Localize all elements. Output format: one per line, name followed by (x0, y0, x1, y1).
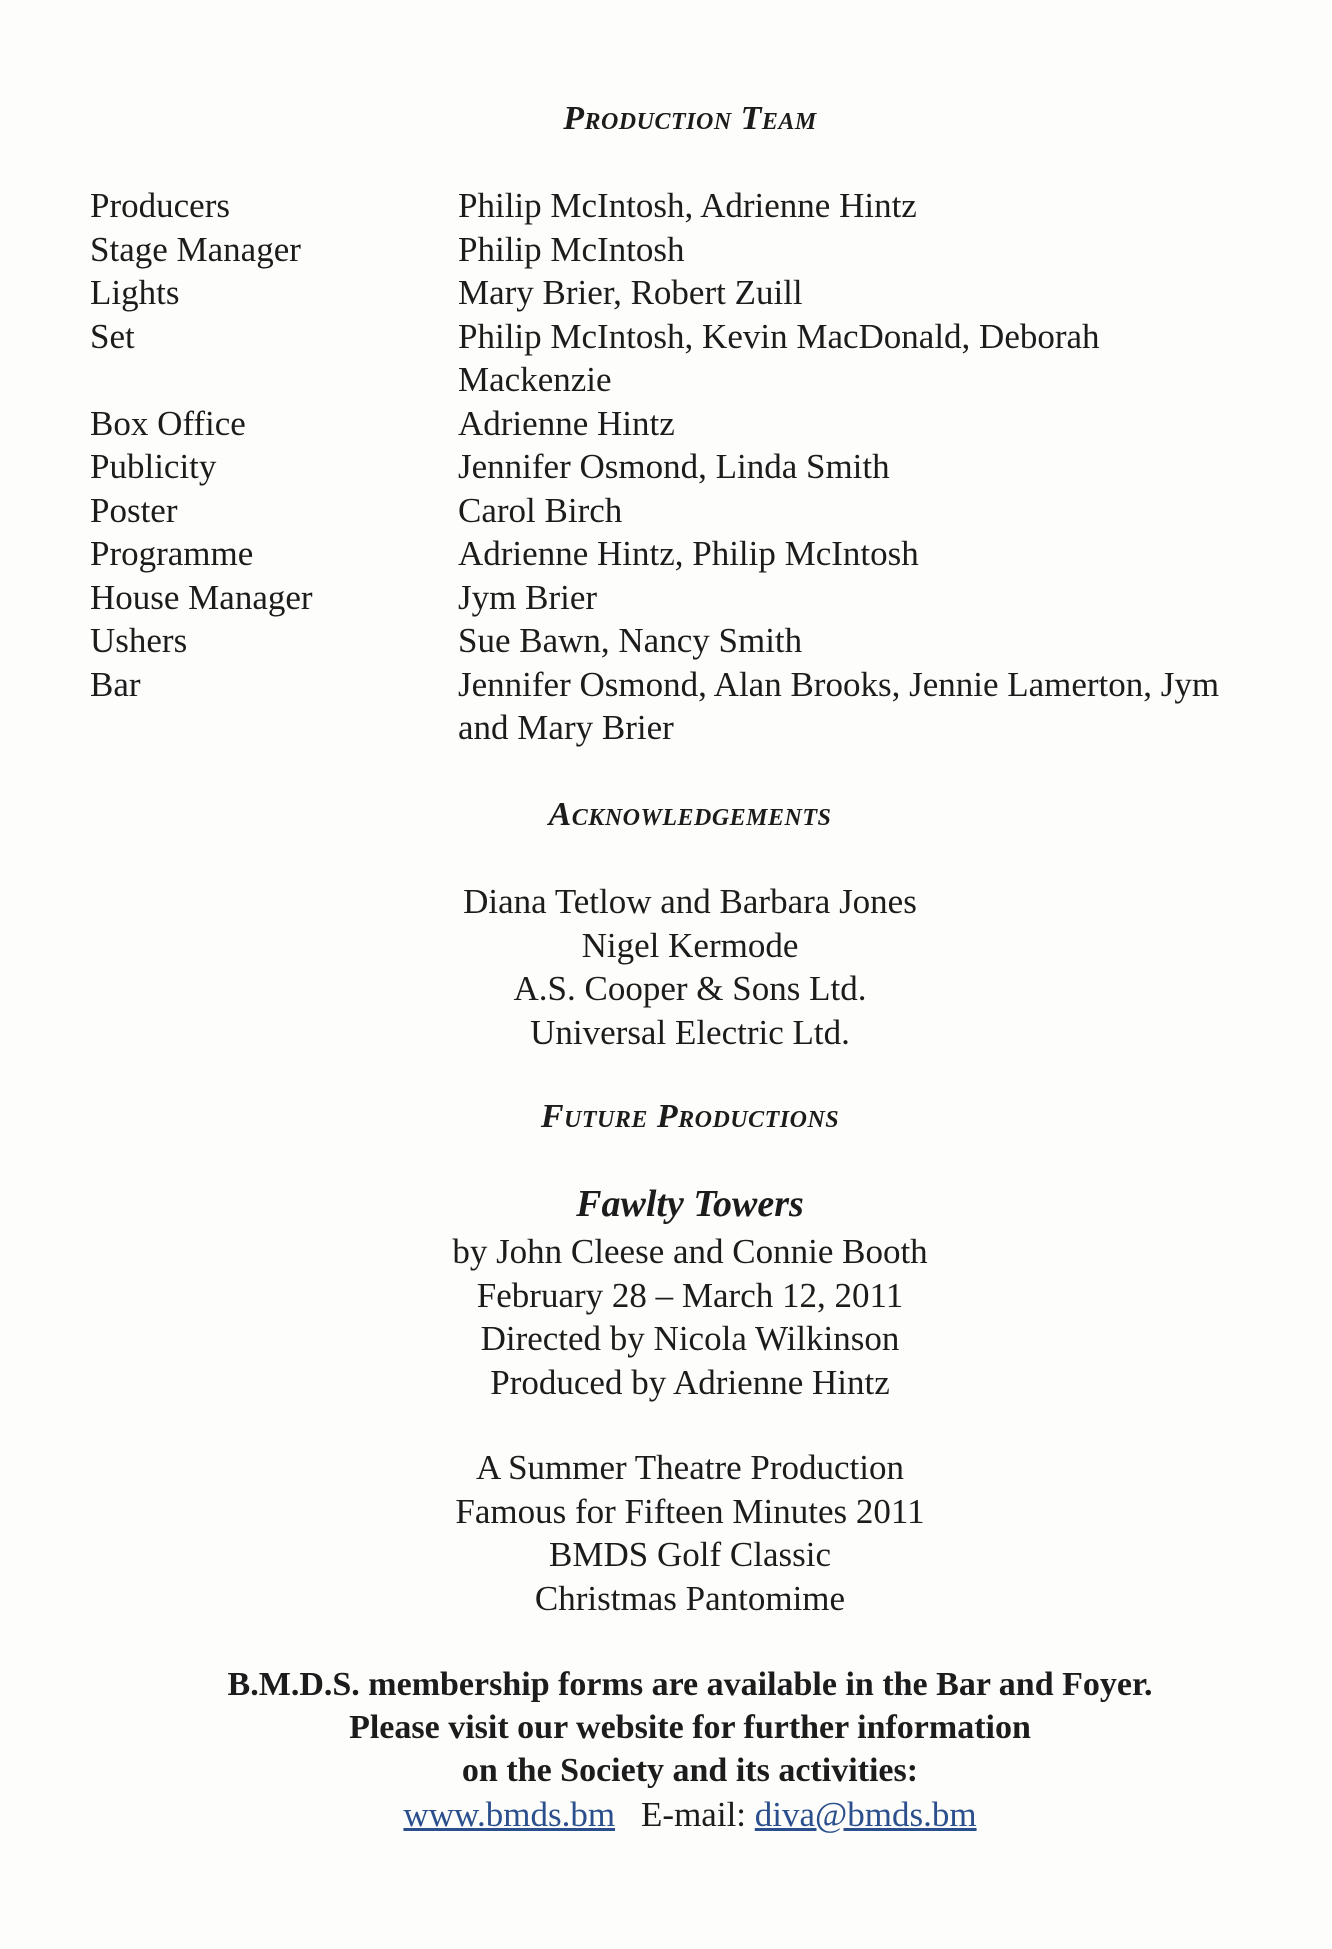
team-row (90, 445, 1238, 489)
email-label: E-mail: (641, 1795, 747, 1834)
email-link[interactable]: diva@bmds.bm (754, 1795, 977, 1834)
team-names: Philip McIntosh (458, 229, 685, 269)
team-role: Stage Manager (90, 229, 301, 269)
future-productions-heading: Future Productions (540, 1098, 840, 1135)
team-names: Sue Bawn, Nancy Smith (458, 621, 803, 660)
acknowledgement-line: Diana Tetlow and Barbara Jones (463, 882, 917, 921)
website-link[interactable]: www.bmds.bm (403, 1795, 616, 1834)
team-row (90, 532, 1238, 576)
team-role: Box Office (90, 403, 246, 443)
acknowledgement-line: A.S. Cooper & Sons Ltd. (513, 969, 867, 1008)
team-role: Producers (90, 186, 230, 225)
team-row (90, 489, 1238, 533)
acknowledgement-line: Nigel Kermode (581, 925, 799, 965)
team-role: House Manager (90, 577, 313, 617)
team-names: Jennifer Osmond, Alan Brooks, Jennie Lamerton, Jym and Mary Brier (458, 664, 1220, 747)
other-production-line: A Summer Theatre Production (475, 1448, 905, 1487)
other-production-line: Christmas Pantomime (534, 1578, 846, 1618)
team-role: Ushers (90, 621, 188, 660)
team-names: Philip McIntosh, Adrienne Hintz (458, 186, 917, 225)
team-names: Adrienne Hintz, Philip McIntosh (458, 534, 919, 573)
featured-production-title: Fawlty Towers (576, 1183, 804, 1225)
team-row (90, 402, 1238, 446)
team-row (90, 271, 1238, 315)
featured-detail-line: February 28 – March 12, 2011 (476, 1275, 904, 1315)
production-team-heading: Production Team (563, 100, 817, 137)
acknowledgements-heading: Acknowledgements (548, 796, 832, 833)
team-row (90, 228, 1238, 272)
featured-detail-line: Directed by Nicola Wilkinson (480, 1319, 900, 1358)
other-production-line: BMDS Golf Classic (549, 1535, 831, 1574)
featured-detail-line: by John Cleese and Connie Booth (452, 1232, 928, 1271)
membership-line: on the Society and its activities: (461, 1752, 919, 1789)
team-names: Jennifer Osmond, Linda Smith (458, 447, 890, 486)
team-names: Jym Brier (458, 577, 598, 617)
team-names: Philip McIntosh, Kevin MacDonald, Deborah Mackenzie (458, 316, 1100, 399)
featured-production-details (0, 1230, 1332, 1404)
team-role: Set (90, 316, 135, 356)
production-team-list (90, 184, 1238, 750)
team-role: Programme (90, 534, 254, 573)
team-names: Carol Birch (458, 490, 623, 530)
team-row (90, 619, 1238, 663)
acknowledgement-line: Universal Electric Ltd. (530, 1012, 850, 1052)
team-names: Adrienne Hintz (458, 403, 675, 443)
team-role: Publicity (90, 447, 217, 486)
team-row (90, 184, 1238, 228)
contact-line (0, 1795, 1332, 1835)
team-role: Bar (90, 664, 141, 704)
acknowledgements-list (0, 880, 1332, 1054)
team-role: Lights (90, 273, 180, 312)
team-role: Poster (90, 490, 178, 530)
team-names: Mary Brier, Robert Zuill (458, 273, 803, 312)
other-productions-list (0, 1446, 1332, 1620)
membership-notice (0, 1663, 1332, 1792)
membership-line: B.M.D.S. membership forms are available in the Bar and Foyer. (227, 1666, 1153, 1703)
team-row (90, 315, 1238, 402)
other-production-line: Famous for Fifteen Minutes 2011 (455, 1491, 925, 1531)
featured-detail-line: Produced by Adrienne Hintz (490, 1362, 890, 1402)
team-row (90, 663, 1238, 750)
team-row (90, 576, 1238, 620)
membership-line: Please visit our website for further information (349, 1709, 1031, 1746)
